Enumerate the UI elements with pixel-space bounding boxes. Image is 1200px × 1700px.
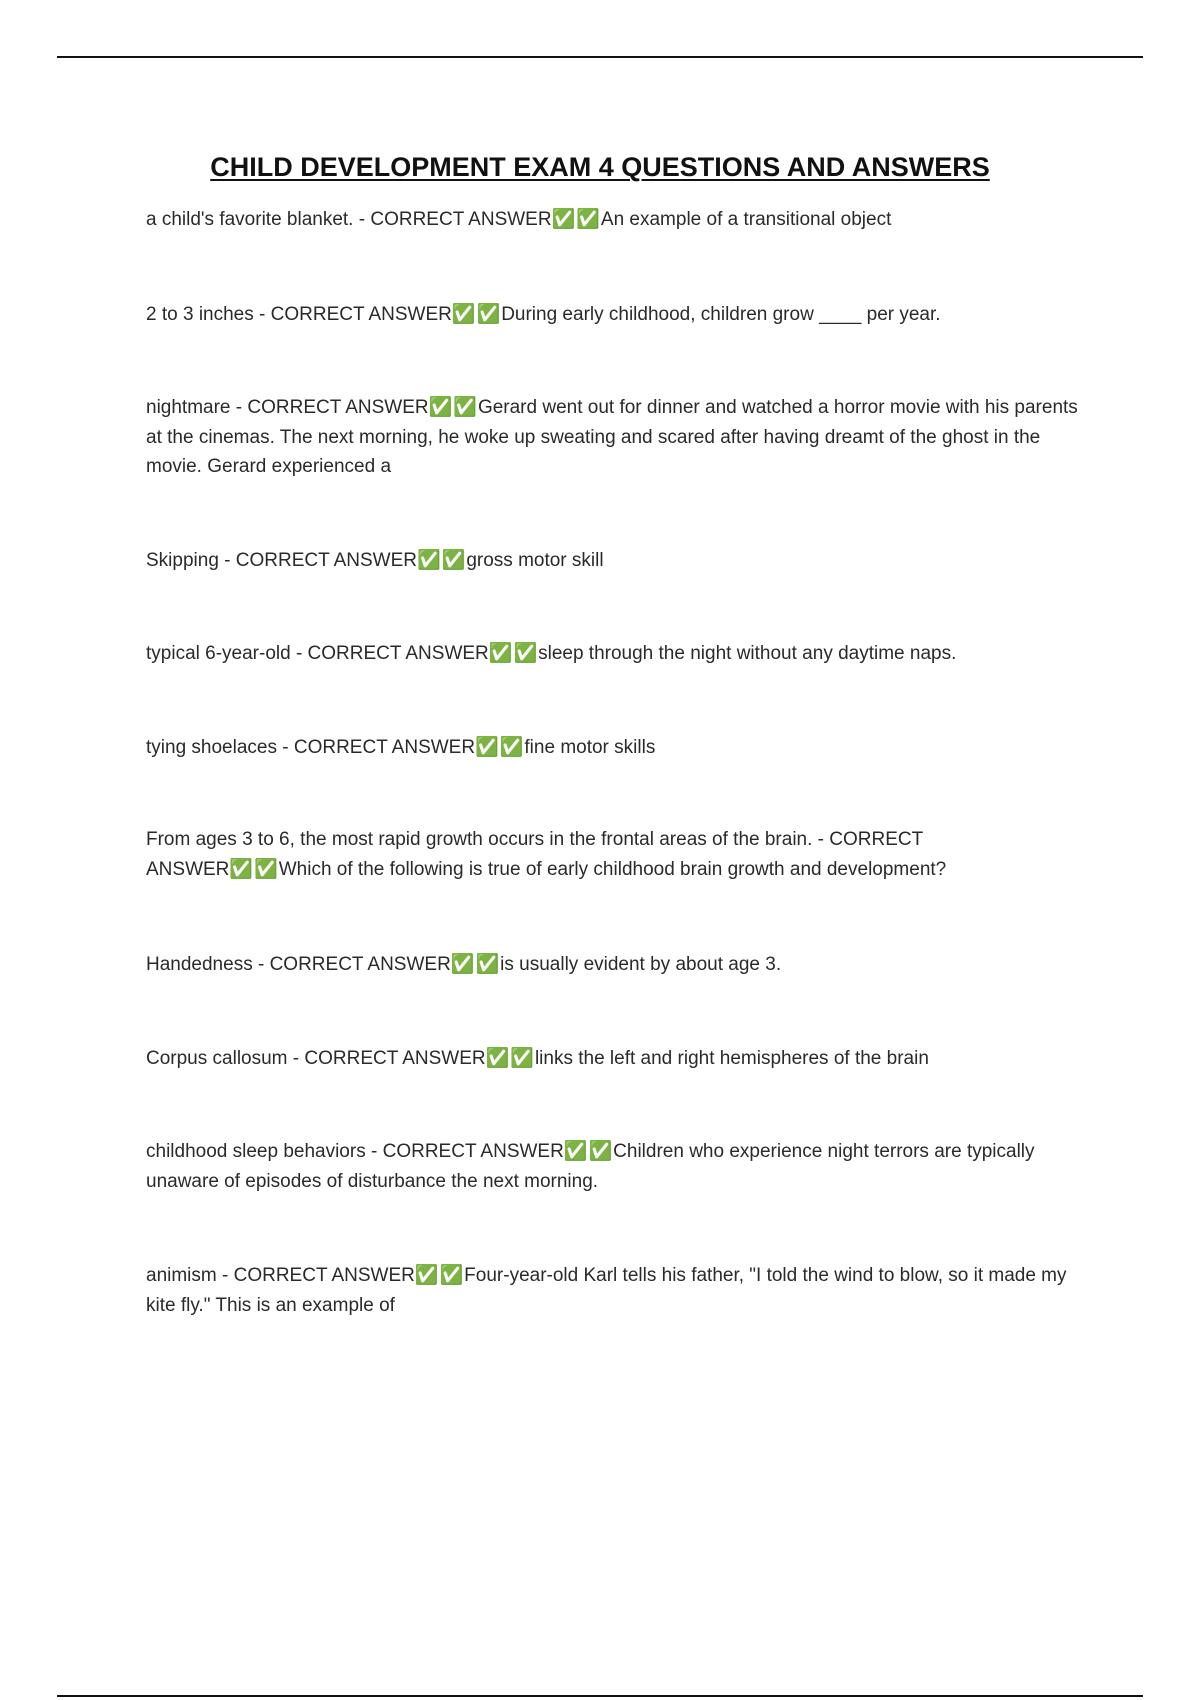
correct-answer-label: - CORRECT ANSWER <box>218 550 417 571</box>
answer-text: Corpus callosum <box>146 1048 288 1069</box>
check-marks-icon: ✅✅ <box>428 397 478 418</box>
question-text: Four-year-old Karl tells his father, "I told the wind to blow, so it made my kite fly." This is an example of <box>146 1265 1067 1316</box>
correct-answer-label: - CORRECT ANSWER <box>287 1048 486 1069</box>
correct-answer-label: - CORRECT ANSWER <box>353 209 552 230</box>
correct-answer-label: - CORRECT ANSWER <box>365 1141 564 1162</box>
question-text: During early childhood, children grow ____ per year. <box>501 304 941 325</box>
question-text: sleep through the night without any daytime naps. <box>538 643 957 664</box>
check-marks-icon: ✅✅ <box>563 1141 614 1162</box>
check-marks-icon: ✅✅ <box>551 209 601 230</box>
answer-text: tying shoelaces <box>146 737 277 758</box>
answer-text: Handedness <box>146 954 253 975</box>
question-text: An example of a transitional object <box>600 209 892 230</box>
correct-answer-label: - CORRECT ANSWER <box>146 829 923 880</box>
answer-text: animism <box>146 1265 217 1286</box>
answer-text: 2 to 3 inches <box>146 304 254 325</box>
check-marks-icon: ✅✅ <box>450 954 501 975</box>
qa-item <box>146 393 1086 482</box>
correct-answer-label: - CORRECT ANSWER <box>216 1265 415 1286</box>
bottom-rule <box>57 1695 1143 1697</box>
correct-answer-label: - CORRECT ANSWER <box>252 954 451 975</box>
question-text: fine motor skills <box>524 737 656 758</box>
check-marks-icon: ✅✅ <box>485 1048 535 1069</box>
qa-item <box>146 546 1086 576</box>
question-text: Children who experience night terrors are typically unaware of episodes of disturbance the next morning. <box>146 1141 1035 1192</box>
qa-item <box>146 639 1086 669</box>
answer-text: From ages 3 to 6, the most rapid growth occurs in the frontal areas of the brain. <box>146 829 813 850</box>
check-marks-icon: ✅✅ <box>488 643 539 664</box>
answer-text: a child's favorite blanket. <box>146 209 354 230</box>
page-title: CHILD DEVELOPMENT EXAM 4 QUESTIONS AND ANSWERS <box>210 152 990 182</box>
correct-answer-label: - CORRECT ANSWER <box>253 304 452 325</box>
qa-item <box>146 205 1086 235</box>
check-marks-icon: ✅✅ <box>417 550 467 571</box>
qa-item <box>146 950 1086 980</box>
qa-item <box>146 1261 1086 1320</box>
check-marks-icon: ✅✅ <box>451 304 502 325</box>
correct-answer-label: - CORRECT ANSWER <box>230 397 429 418</box>
answer-text: Skipping <box>146 550 219 571</box>
question-text: links the left and right hemispheres of the brain <box>534 1048 929 1069</box>
question-text: is usually evident by about age 3. <box>500 954 782 975</box>
check-marks-icon: ✅✅ <box>414 1265 465 1286</box>
qa-item <box>146 300 1086 330</box>
top-rule <box>57 56 1143 58</box>
question-text: Which of the following is true of early childhood brain growth and development? <box>278 858 947 880</box>
correct-answer-label: - CORRECT ANSWER <box>276 737 476 758</box>
qa-item <box>146 825 1086 884</box>
answer-text: nightmare <box>146 397 231 418</box>
check-marks-icon: ✅✅ <box>229 858 279 880</box>
answer-text: childhood sleep behaviors <box>146 1141 366 1162</box>
qa-item <box>146 733 1086 763</box>
question-text: gross motor skill <box>466 550 604 571</box>
answer-text: typical 6-year-old <box>146 643 291 664</box>
correct-answer-label: - CORRECT ANSWER <box>290 643 489 664</box>
question-text: Gerard went out for dinner and watched a horror movie with his parents at the cinemas. The next morning, he woke up sweating and scared after having dreamt of the ghost in the movie. Gerard experienced a <box>146 397 1078 477</box>
qa-item <box>146 1044 1086 1074</box>
check-marks-icon: ✅✅ <box>475 737 525 758</box>
qa-item <box>146 1137 1086 1196</box>
